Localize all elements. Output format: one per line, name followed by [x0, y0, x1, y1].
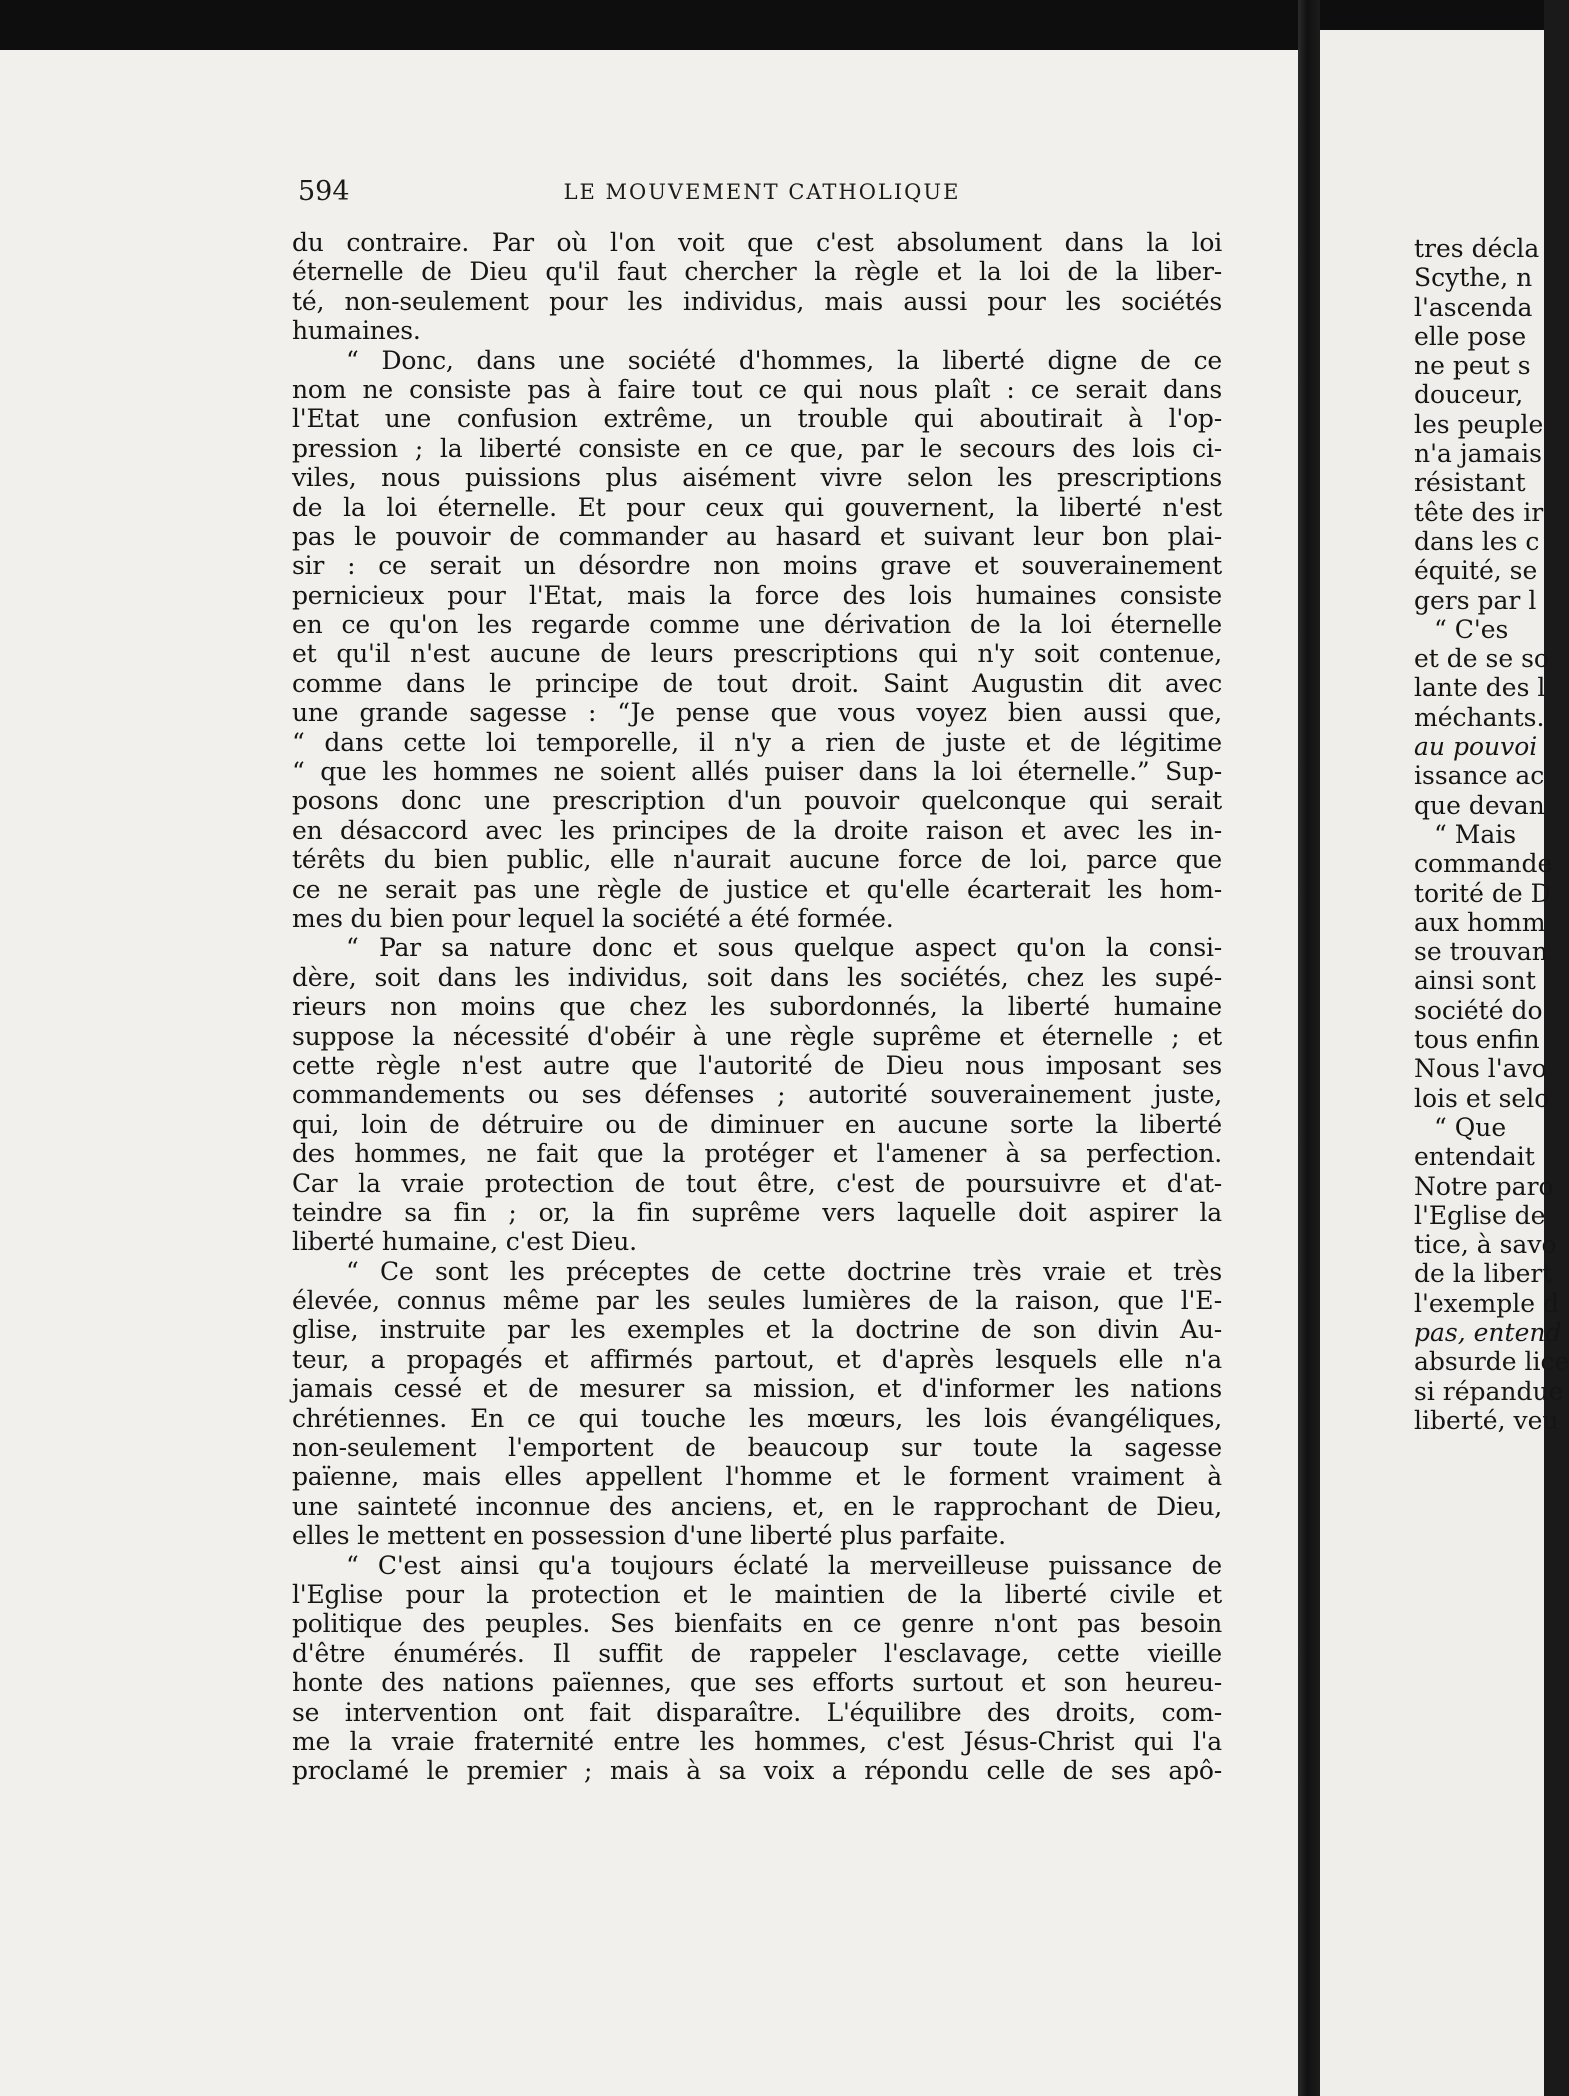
text-line: “ Mais — [1434, 819, 1517, 849]
text-line: lante des l — [1414, 673, 1546, 703]
text-line: l'exemple d — [1414, 1288, 1560, 1318]
text-line: mes du bien pour lequel la société a été formée. — [292, 903, 894, 933]
text-line: se trouvan — [1414, 937, 1548, 967]
text-line: tête des ir — [1414, 497, 1544, 527]
text-line: cette règle n'est autre que l'autorité de Dieu nous imposant ses — [292, 1050, 1222, 1080]
text-line: “ que les hommes ne soient allés puiser dans la loi éternelle.” Sup- — [292, 757, 1222, 787]
text-line: teindre sa fin ; or, la fin suprême vers laquelle doit aspirer la — [292, 1197, 1222, 1227]
text-line: élevée, connus même par les seules lumières de la raison, que l'E- — [292, 1286, 1222, 1316]
text-line: gers par l — [1414, 585, 1537, 615]
text-line: liberté humaine, c'est Dieu. — [292, 1227, 637, 1257]
text-line: commande — [1414, 849, 1553, 879]
running-title: LE MOUVEMENT CATHOLIQUE — [563, 180, 961, 204]
text-line: l'Eglise pour la protection et le maintien de la liberté civile et — [292, 1579, 1222, 1609]
text-line: lois et selo — [1414, 1083, 1550, 1113]
text-line: l'Eglise de — [1414, 1200, 1546, 1230]
text-line: pas, entend — [1414, 1317, 1562, 1347]
text-line: au pouvoi — [1414, 732, 1538, 762]
text-line: l'Etat une confusion extrême, un trouble qui aboutirait à l'op- — [292, 404, 1222, 434]
text-line: Notre paro — [1414, 1171, 1554, 1201]
text-line: commandements ou ses défenses ; autorité souverainement juste, — [292, 1080, 1222, 1110]
text-line: dans les c — [1414, 526, 1540, 556]
text-line: aux homm — [1414, 907, 1546, 937]
text-line: dère, soit dans les individus, soit dans les sociétés, chez les supé- — [292, 962, 1222, 992]
text-line: pression ; la liberté consiste en ce que, par le secours des lois ci- — [292, 433, 1222, 463]
text-line: pernicieux pour l'Etat, mais la force des lois humaines consiste — [292, 580, 1222, 610]
text-line: torité de D — [1414, 878, 1551, 908]
text-line: viles, nous puissions plus aisément vivre selon les prescriptions — [292, 463, 1222, 493]
text-line: Nous l'avo — [1414, 1054, 1547, 1084]
text-line: rieurs non moins que chez les subordonnés, la liberté humaine — [292, 992, 1222, 1022]
page-header — [298, 176, 1226, 216]
text-line: équité, se — [1414, 556, 1538, 586]
text-line: résistant — [1414, 468, 1526, 498]
text-line: société do — [1414, 995, 1543, 1025]
text-line: liberté, veu — [1414, 1405, 1559, 1435]
left-page-body — [292, 228, 1222, 1786]
text-line: méchants. — [1414, 702, 1545, 732]
text-line: non-seulement l'emportent de beaucoup sur toute la sagesse — [292, 1433, 1222, 1463]
text-line: glise, instruite par les exemples et la doctrine de son divin Au- — [292, 1315, 1222, 1345]
text-line: une grande sagesse : “Je pense que vous voyez bien aussi que, — [292, 698, 1222, 728]
text-line: Scythe, n — [1414, 263, 1533, 293]
text-line: douceur, — [1414, 380, 1524, 410]
text-line: me la vraie fraternité entre les hommes, c'est Jésus-Christ qui l'a — [292, 1726, 1222, 1756]
text-line: “ dans cette loi temporelle, il n'y a rien de juste et de légitime — [292, 727, 1222, 757]
text-line: ainsi sont — [1414, 966, 1536, 996]
page-number: 594 — [298, 176, 350, 207]
text-line: tous enfin — [1414, 1025, 1540, 1055]
text-line: ce ne serait pas une règle de justice et qu'elle écarterait les hom- — [292, 874, 1222, 904]
text-line: de la loi éternelle. Et pour ceux qui gouvernent, la liberté n'est — [292, 492, 1222, 522]
text-line: teur, a propagés et affirmés partout, et d'après lesquels elle n'a — [292, 1344, 1222, 1374]
text-line: chrétiennes. En ce qui touche les mœurs, les lois évangéliques, — [292, 1403, 1222, 1433]
text-line: “ Par sa nature donc et sous quelque aspect qu'on la consi- — [346, 933, 1222, 963]
text-line: des hommes, ne fait que la protéger et l'amener à sa perfection. — [292, 1139, 1222, 1169]
text-line: et qu'il n'est aucune de leurs prescriptions qui n'y soit contenue, — [292, 639, 1222, 669]
text-line: une sainteté inconnue des anciens, et, en le rapprochant de Dieu, — [292, 1491, 1222, 1521]
text-line: qui, loin de détruire ou de diminuer en aucune sorte la liberté — [292, 1109, 1222, 1139]
text-line: que devan — [1414, 790, 1545, 820]
text-line: et de se so — [1414, 644, 1549, 674]
text-line: Car la vraie protection de tout être, c'est de poursuivre et d'at- — [292, 1168, 1222, 1198]
text-line: té, non-seulement pour les individus, mais aussi pour les sociétés — [292, 286, 1222, 316]
text-line: posons donc une prescription d'un pouvoir quelconque qui serait — [292, 786, 1222, 816]
text-line: “ C'est ainsi qu'a toujours éclaté la merveilleuse puissance de — [346, 1550, 1222, 1580]
text-line: térêts du bien public, elle n'aurait aucune force de loi, parce que — [292, 845, 1222, 875]
text-line: d'être énumérés. Il suffit de rappeler l'esclavage, cette vieille — [292, 1638, 1222, 1668]
text-line: absurde lice — [1414, 1347, 1569, 1377]
text-line: se intervention ont fait disparaître. L'équilibre des droits, com- — [292, 1697, 1222, 1727]
text-line: “ C'es — [1434, 614, 1509, 644]
text-line: proclamé le premier ; mais à sa voix a répondu celle de ses apô- — [292, 1756, 1222, 1786]
text-line: politique des peuples. Ses bienfaits en ce genre n'ont pas besoin — [292, 1609, 1222, 1639]
text-line: suppose la nécessité d'obéir à une règle suprême et éternelle ; et — [292, 1021, 1222, 1051]
text-line: les peuple — [1414, 409, 1544, 439]
text-line: si répandue — [1414, 1376, 1564, 1406]
text-line: de la libert — [1414, 1259, 1553, 1289]
text-line: “ Donc, dans une société d'hommes, la liberté digne de ce — [346, 345, 1222, 375]
text-line: elle pose — [1414, 321, 1527, 351]
text-line: comme dans le principe de tout droit. Saint Augustin dit avec — [292, 668, 1222, 698]
book-spine-gutter — [1298, 0, 1320, 2096]
text-line: elles le mettent en possession d'une liberté plus parfaite. — [292, 1521, 1006, 1551]
text-line: n'a jamais — [1414, 439, 1542, 469]
text-line: jamais cessé et de mesurer sa mission, et d'informer les nations — [292, 1374, 1222, 1404]
text-line: humaines. — [292, 316, 421, 346]
text-line: du contraire. Par où l'on voit que c'est absolument dans la loi — [292, 228, 1222, 257]
text-line: sir : ce serait un désordre non moins grave et souverainement — [292, 551, 1222, 581]
text-line: entendait — [1414, 1142, 1535, 1172]
right-page — [1320, 30, 1569, 2096]
text-line: “ Ce sont les préceptes de cette doctrine très vraie et très — [346, 1256, 1222, 1286]
text-line: en ce qu'on les regarde comme une dérivation de la loi éternelle — [292, 610, 1222, 640]
right-page-body — [1414, 234, 1569, 1435]
text-line: éternelle de Dieu qu'il faut chercher la règle et la loi de la liber- — [292, 257, 1222, 287]
text-line: nom ne consiste pas à faire tout ce qui nous plaît : ce serait dans — [292, 374, 1222, 404]
text-line: l'ascenda — [1414, 292, 1533, 322]
text-line: honte des nations païennes, que ses efforts surtout et son heureu- — [292, 1668, 1222, 1698]
text-line: ne peut s — [1414, 351, 1531, 381]
text-line: pas le pouvoir de commander au hasard et suivant leur bon plai- — [292, 521, 1222, 551]
text-line: tres décla — [1414, 234, 1540, 263]
text-line: tice, à savo — [1414, 1230, 1557, 1260]
text-line: issance ac — [1414, 761, 1545, 791]
text-line: païenne, mais elles appellent l'homme et le forment vraiment à — [292, 1462, 1222, 1492]
text-line: en désaccord avec les principes de la droite raison et avec les in- — [292, 815, 1222, 845]
text-line: “ Que — [1434, 1112, 1507, 1142]
